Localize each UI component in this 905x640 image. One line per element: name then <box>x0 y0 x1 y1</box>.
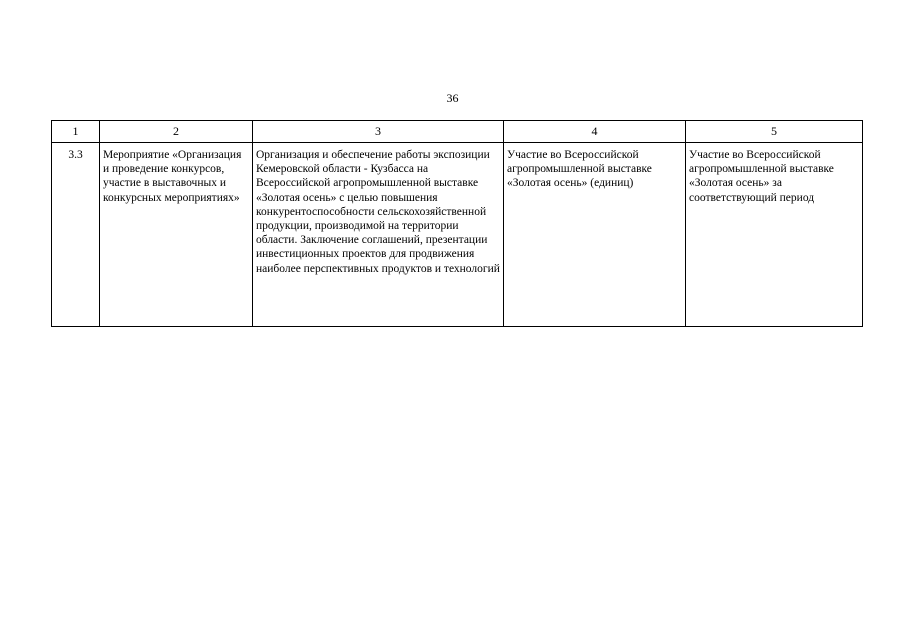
indicator-cell: Участие во Всероссийской агропромышленной выставке «Золотая осень» (единиц) <box>504 143 686 327</box>
program-table <box>51 120 863 327</box>
table-row <box>52 143 863 327</box>
event-description-cell: Организация и обеспечение работы экспозиции Кемеровской области - Кузбасса на Всероссийской агропромышленной выставке «Золотая осень» с целью повышения конкурентоспособности сельскохозяйственной продукции, производимой на территории области. Заключение соглашений, презентации инвестиционных проектов для продвижения наиболее перспективных продуктов и технологий <box>253 143 504 327</box>
column-header-4: 4 <box>504 121 686 143</box>
event-name-cell: Мероприятие «Организация и проведение конкурсов, участие в выставочных и конкурсных мероприятиях» <box>100 143 253 327</box>
row-number-cell: 3.3 <box>52 143 100 327</box>
table-header-row <box>52 121 863 143</box>
column-header-1: 1 <box>52 121 100 143</box>
page-number: 36 <box>446 91 459 105</box>
column-header-3: 3 <box>253 121 504 143</box>
calculation-method-cell: Участие во Всероссийской агропромышленной выставке «Золотая осень» за соответствующий период <box>686 143 863 327</box>
column-header-2: 2 <box>100 121 253 143</box>
column-header-5: 5 <box>686 121 863 143</box>
